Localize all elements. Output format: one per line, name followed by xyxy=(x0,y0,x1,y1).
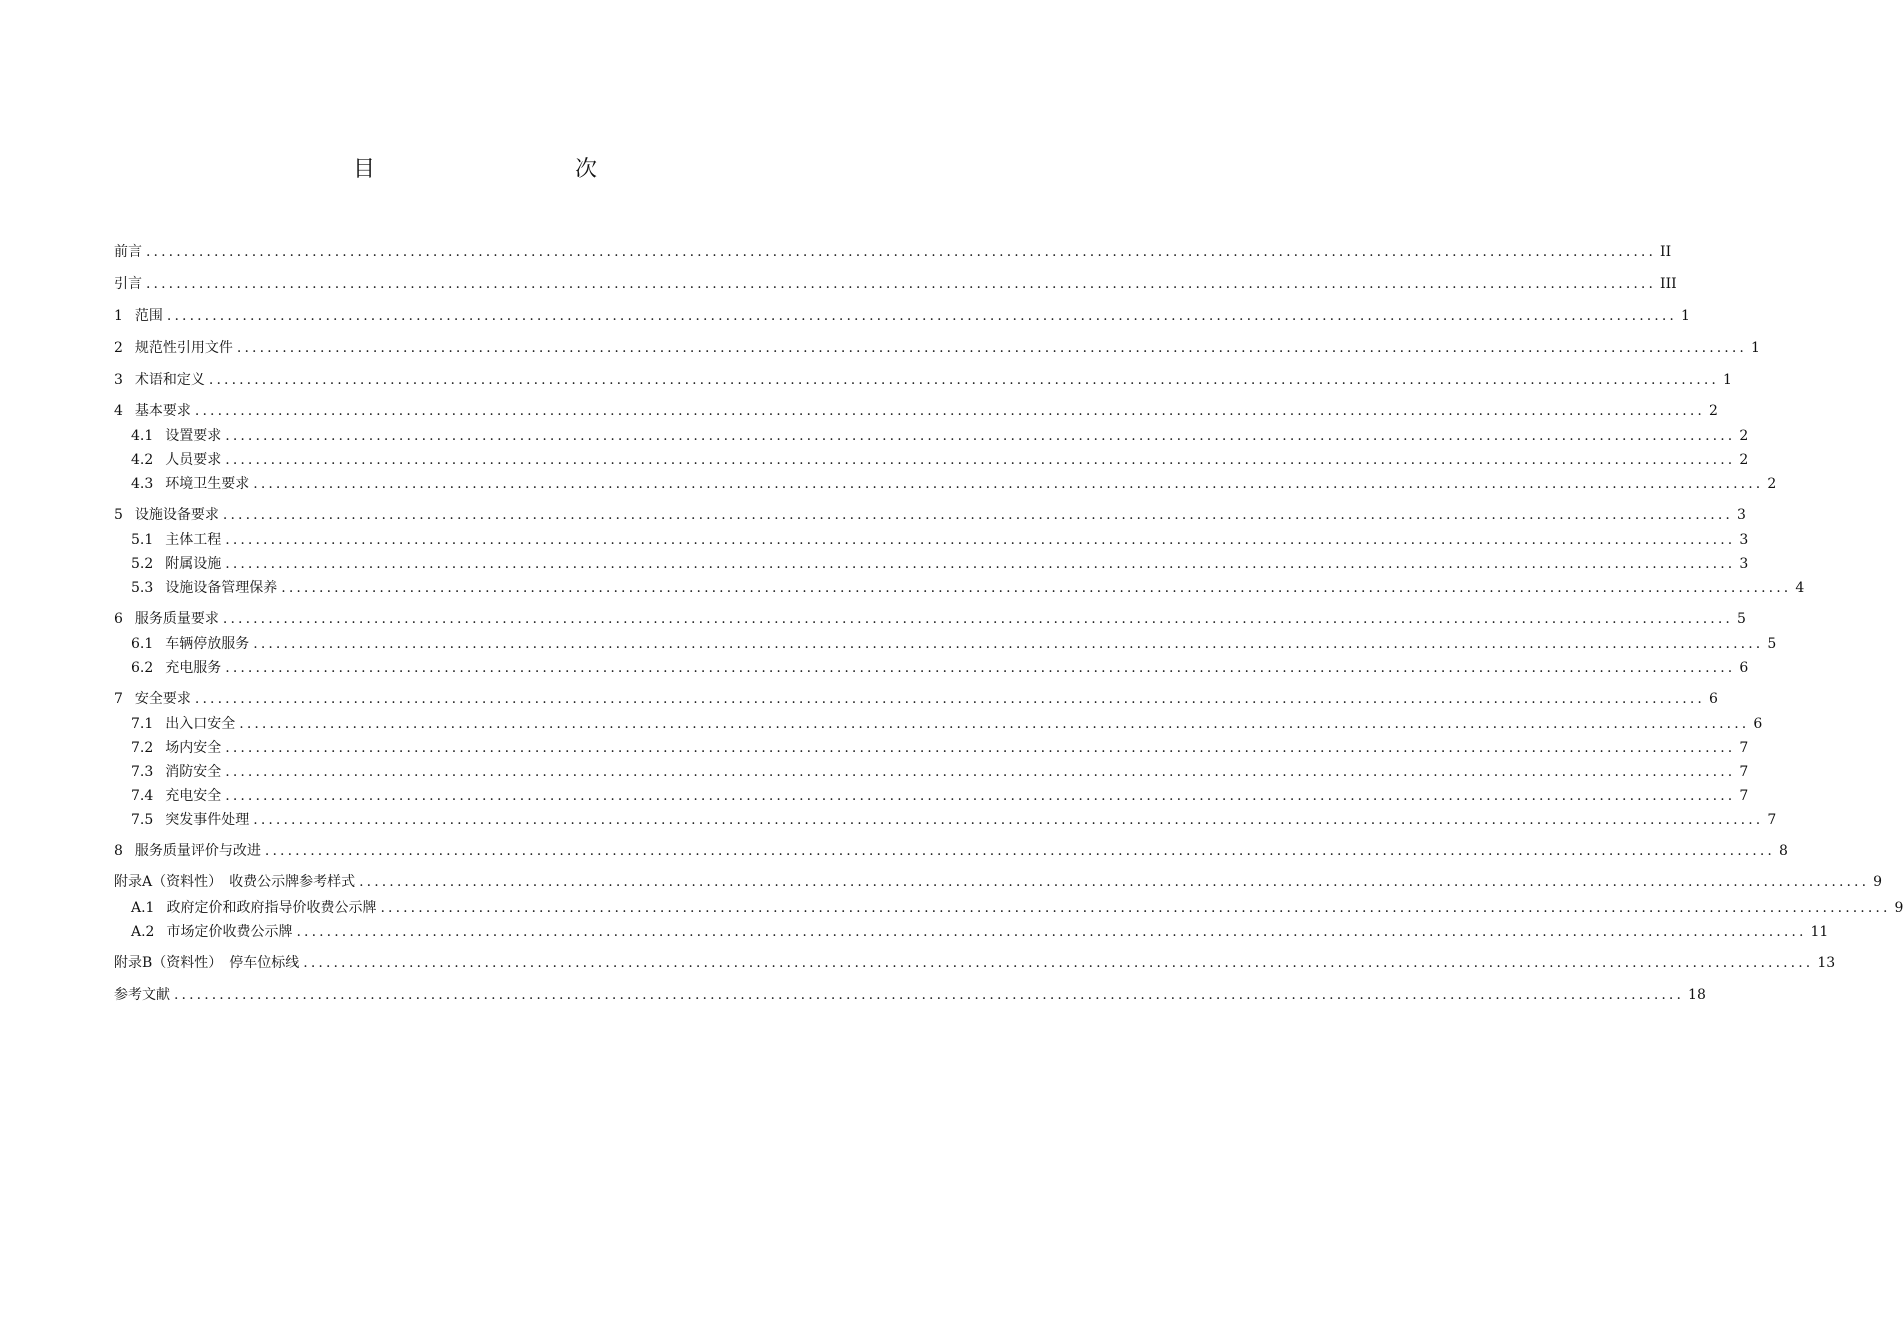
toc-entry-number: 7.3 xyxy=(131,764,154,780)
toc-entry-label: 环境卫生要求 xyxy=(165,476,250,492)
toc-entry-label: 范围 xyxy=(134,308,163,324)
toc-entry-page: 7 xyxy=(1739,764,1749,780)
toc-entry-label: 设施设备要求 xyxy=(134,507,219,523)
page-title: 目 次 xyxy=(352,157,649,182)
toc-leader-dots: ........................................................................................................................................................................................................ xyxy=(146,244,1657,260)
toc-entry-page: 7 xyxy=(1739,740,1749,756)
toc-entry[interactable] xyxy=(131,762,1749,782)
toc-entry[interactable] xyxy=(131,530,1749,550)
toc-leader-dots: ........................................................................................................................................................................................................ xyxy=(225,660,1736,676)
toc-entry[interactable] xyxy=(114,609,1746,629)
toc-entry-label: 市场定价收费公示牌 xyxy=(166,924,293,940)
toc-leader-dots: ........................................................................................................................................................................................................ xyxy=(194,691,1705,707)
toc-entry-page: 18 xyxy=(1688,987,1706,1003)
toc-entry-page: 11 xyxy=(1810,924,1829,940)
toc-entry-page: 6 xyxy=(1708,691,1718,707)
toc-entry-number: 8 xyxy=(114,843,123,859)
toc-entry-number: 6 xyxy=(114,611,123,627)
toc-leader-dots: ........................................................................................................................................................................................................ xyxy=(281,580,1792,596)
toc-leader-dots: ........................................................................................................................................................................................................ xyxy=(380,900,1891,916)
toc-entry[interactable] xyxy=(131,898,1903,918)
toc-entry[interactable] xyxy=(131,738,1749,758)
toc-entry-label: 前言 xyxy=(114,244,142,260)
toc-entry-page: 8 xyxy=(1778,843,1788,859)
toc-entry-number: 3 xyxy=(114,372,123,388)
toc-entry-page: 5 xyxy=(1767,636,1777,652)
toc-entry-page: 7 xyxy=(1767,812,1777,828)
toc-entry-number: 5.2 xyxy=(131,556,154,572)
toc-entry-label: 服务质量要求 xyxy=(134,611,219,627)
toc-entry[interactable] xyxy=(131,426,1749,446)
toc-entry-label: 规范性引用文件 xyxy=(134,340,233,356)
toc-entry[interactable] xyxy=(114,953,1836,973)
toc-entry[interactable] xyxy=(114,872,1883,892)
toc-entry-label: 主体工程 xyxy=(165,532,222,548)
toc-leader-dots: ........................................................................................................................................................................................................ xyxy=(208,372,1719,388)
toc-entry-label: 参考文献 xyxy=(114,987,170,1003)
toc-entry[interactable] xyxy=(131,474,1777,494)
toc-entry-label: 术语和定义 xyxy=(134,372,205,388)
toc-entry-number: 7.5 xyxy=(131,812,154,828)
toc-leader-dots: ........................................................................................................................................................................................................ xyxy=(225,428,1736,444)
toc-leader-dots: ........................................................................................................................................................................................................ xyxy=(359,874,1870,890)
toc-leader-dots: ........................................................................................................................................................................................................ xyxy=(166,308,1677,324)
toc-entry-page: 5 xyxy=(1736,611,1746,627)
toc-entry-page: 3 xyxy=(1739,556,1749,572)
toc-entry-page: 4 xyxy=(1795,580,1805,596)
toc-entry-label: 附录B（资料性） 停车位标线 xyxy=(114,955,300,971)
toc-entry-label: 政府定价和政府指导价收费公示牌 xyxy=(166,900,377,916)
toc-leader-dots: ........................................................................................................................................................................................................ xyxy=(146,276,1657,292)
toc-leader-dots: ........................................................................................................................................................................................................ xyxy=(303,955,1814,971)
toc-entry[interactable] xyxy=(114,370,1732,390)
toc-entry-number: 4.2 xyxy=(131,452,154,468)
toc-entry-number: 5.1 xyxy=(131,532,154,548)
toc-entry-number: 7.4 xyxy=(131,788,154,804)
toc-entry[interactable] xyxy=(114,306,1690,326)
toc-entry-number: 4 xyxy=(114,403,123,419)
toc-entry-label: 服务质量评价与改进 xyxy=(134,843,261,859)
toc-entry-label: 充电安全 xyxy=(165,788,222,804)
toc-entry-label: 设施设备管理保养 xyxy=(165,580,278,596)
toc-leader-dots: ........................................................................................................................................................................................................ xyxy=(225,532,1736,548)
toc-entry-page: 3 xyxy=(1739,532,1749,548)
toc-leader-dots: ........................................................................................................................................................................................................ xyxy=(194,403,1705,419)
toc-entry-page: 1 xyxy=(1750,340,1760,356)
toc-entry-page: 1 xyxy=(1680,308,1690,324)
toc-entry-page: 9 xyxy=(1873,874,1883,890)
toc-leader-dots: ........................................................................................................................................................................................................ xyxy=(225,452,1736,468)
toc-entry-label: 消防安全 xyxy=(165,764,222,780)
toc-entry-number: A.1 xyxy=(131,900,155,916)
toc-entry-label: 引言 xyxy=(114,276,142,292)
toc-entry-number: 6.2 xyxy=(131,660,154,676)
toc-entry-label: 突发事件处理 xyxy=(165,812,250,828)
toc-entry[interactable] xyxy=(114,689,1718,709)
toc-entry-page: 13 xyxy=(1817,955,1836,971)
toc-entry-label: 场内安全 xyxy=(165,740,222,756)
toc-entry-page: III xyxy=(1660,276,1677,292)
toc-entry-number: 7.1 xyxy=(131,716,154,732)
toc-entry-page: 2 xyxy=(1708,403,1718,419)
toc-entry-number: 7 xyxy=(114,691,123,707)
toc-leader-dots: ........................................................................................................................................................................................................ xyxy=(239,716,1750,732)
toc-entry[interactable] xyxy=(131,922,1829,942)
toc-entry[interactable] xyxy=(131,450,1749,470)
toc-leader-dots: ........................................................................................................................................................................................................ xyxy=(264,843,1775,859)
toc-entry[interactable] xyxy=(114,841,1788,861)
toc-entry[interactable] xyxy=(131,554,1749,574)
toc-leader-dots: ........................................................................................................................................................................................................ xyxy=(225,556,1736,572)
toc-entry-label: 附属设施 xyxy=(165,556,222,572)
toc-entry-page: 6 xyxy=(1739,660,1749,676)
toc-entry-number: 5.3 xyxy=(131,580,154,596)
toc-entry-number: 7.2 xyxy=(131,740,154,756)
toc-leader-dots: ........................................................................................................................................................................................................ xyxy=(225,788,1736,804)
toc-leader-dots: ........................................................................................................................................................................................................ xyxy=(253,636,1764,652)
toc-entry-number: 1 xyxy=(114,308,123,324)
toc-entry[interactable] xyxy=(131,786,1749,806)
toc-entry[interactable] xyxy=(131,810,1777,830)
toc-entry-page: 3 xyxy=(1736,507,1746,523)
toc-entry-label: 充电服务 xyxy=(165,660,222,676)
toc-entry[interactable] xyxy=(114,338,1760,358)
toc-entry[interactable] xyxy=(114,505,1746,525)
toc-leader-dots: ........................................................................................................................................................................................................ xyxy=(225,740,1736,756)
toc-entry[interactable] xyxy=(114,985,1706,1005)
toc-leader-dots: ........................................................................................................................................................................................................ xyxy=(222,611,1733,627)
toc-entry-number: 6.1 xyxy=(131,636,154,652)
toc-leader-dots: ........................................................................................................................................................................................................ xyxy=(296,924,1807,940)
toc-entry-page: 2 xyxy=(1739,452,1749,468)
toc-entry-page: II xyxy=(1660,244,1672,260)
toc-leader-dots: ........................................................................................................................................................................................................ xyxy=(253,812,1764,828)
toc-entry-page: 1 xyxy=(1722,372,1732,388)
toc-leader-dots: ........................................................................................................................................................................................................ xyxy=(225,764,1736,780)
toc-entry[interactable] xyxy=(114,401,1718,421)
toc-leader-dots: ........................................................................................................................................................................................................ xyxy=(236,340,1747,356)
toc-entry[interactable] xyxy=(114,274,1677,294)
toc-entry-page: 9 xyxy=(1894,900,1903,916)
toc-entry-number: 2 xyxy=(114,340,123,356)
toc-entry-label: 设置要求 xyxy=(165,428,222,444)
toc-entry[interactable] xyxy=(131,578,1805,598)
toc-entry-number: A.2 xyxy=(131,924,155,940)
toc-entry-page: 6 xyxy=(1753,716,1763,732)
toc-entry-label: 人员要求 xyxy=(165,452,222,468)
toc-entry[interactable] xyxy=(114,242,1672,262)
toc-entry-label: 基本要求 xyxy=(134,403,191,419)
toc-leader-dots: ........................................................................................................................................................................................................ xyxy=(222,507,1733,523)
toc-entry-page: 7 xyxy=(1739,788,1749,804)
toc-entry-page: 2 xyxy=(1767,476,1777,492)
toc-entry-label: 安全要求 xyxy=(134,691,191,707)
toc-entry-number: 5 xyxy=(114,507,123,523)
toc-entry[interactable] xyxy=(131,714,1763,734)
toc-leader-dots: ........................................................................................................................................................................................................ xyxy=(253,476,1764,492)
toc-entry-number: 4.3 xyxy=(131,476,154,492)
toc-entry-label: 附录A（资料性） 收费公示牌参考样式 xyxy=(114,874,356,890)
toc-entry-label: 车辆停放服务 xyxy=(165,636,250,652)
toc-entry-label: 出入口安全 xyxy=(165,716,236,732)
toc-entry[interactable] xyxy=(131,634,1777,654)
toc-entry[interactable] xyxy=(131,658,1749,678)
toc-leader-dots: ........................................................................................................................................................................................................ xyxy=(174,987,1685,1003)
toc-entry-page: 2 xyxy=(1739,428,1749,444)
toc-entry-number: 4.1 xyxy=(131,428,154,444)
